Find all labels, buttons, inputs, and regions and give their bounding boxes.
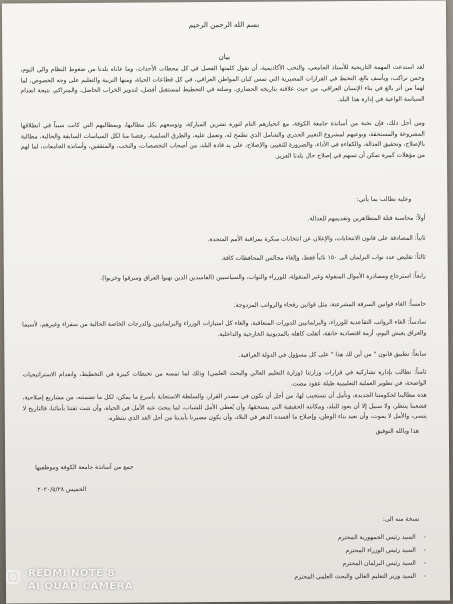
document-page [2, 0, 450, 603]
camera-watermark [6, 568, 166, 596]
watermark-device: REDMI NOTE 8 [28, 568, 115, 579]
demand-item: ثانياً: المصادقة على قانون الانتخابات، والإعلان عن انتخابات مبكرة بمراقبة الأمم المتحدة. [207, 234, 426, 244]
cc-recipient-label: السيد وزير التعليم العالي والبحث العلمي المحترم [294, 572, 416, 581]
demand-item: رابعاً: استرجاع ومصادرة الأموال المنقولة وغير المنقولة، للوزراء والنواب، والسياسيين (الفاسدين الذين نهبوا العراق وسرقوا وخربوا). [100, 272, 426, 282]
cc-recipient-label: السيد رئيس البرلمان المحترم [342, 559, 416, 568]
cc-recipient-label: السيد رئيس الجمهورية المحترم [337, 533, 416, 542]
demand-item: سابعاً: تطبيق قانون " من أين لك هذا " على كل مسؤول في الدولة العراقية. [238, 350, 427, 359]
position-paragraph: ومن أجل ذلك، فإن نخبة من أساتذة جامعة الكوفة، مع انحيازهم التام لثورة تشرين المباركة، وتوسعهم بكل مطالبها، وبمطالبهم التي كانت سبباً في انطلاقها المشروعة والمستحقة، وبوعيهم لمشروع التغيير الجذري والشامل الذي تطمح له، وتعمل عليه، والطرق السلمية، رفضنا منا لكل السياسات السابقة والحالية، مطالبة بالإصلاح، وتحقيق العدالة، والكفاءة في الأداء، والضرورة للتغيير، والإصلاح، على يد قادة البلد، من أصحاب التخصصات، والنخب، والمثقفين، وأساتذة الجامعات، لما لهم من مؤهلات كبيرة تمكن أن تسهم في إصلاح حال بلدنا العزيز. [20, 119, 426, 160]
demands-intro: وعليه نطالب بما يأتي: [356, 195, 412, 204]
demand-item: أولاً: محاسبة قتلة المتظاهرين وتقديمهم للعدالة. [307, 214, 426, 223]
demand-item: سادساً: الغاء الرواتب التقاعدية للوزراء، والبرلمانيين للدورات المتعاقبة، والغاء كل امتيازات الوزراء والبرلمانيين والدرجات الخاصة الحالية من سفراء وغيرهم، لأسيما والعراق يعيش اليوم، أزمة اقتصادية خانقة، أثقلت كاهله بالمديونية الخارجية والداخلية. [22, 318, 427, 338]
intro-paragraph: لقد استدعت المهمة التاريخية للأستاذ الجامعي، والنخب الأكاديمية، أن تقول كلمتها الفصل في كل محطات الأحداث، وما عاناه بلدنا من ضغوط النظام والي اليوم، وخمن تراكب، ويأسف بالغ، التخبط في القرارات المصيرية التي تمس كيان المواطن العراقي، في كل قطاعات الحياة، ومنها التربية والتعليم على وجه الخصوص، لما لهما من أثر بالغ في بناء الإنسان العراقي، من حيث علاقته بتاريخه الحضاري، وصلته في التخطيط لمستقبل أفضل، لتدوير الخراب الحاصل، والمتراكم، نتيجة انعدام السياسة الواعية في إدارة هذا البلد. [20, 63, 425, 103]
document-date: الخميس ٢٠٢٠/٥/٢٨ [37, 485, 87, 494]
closing-paragraph: هذه مطالبنا لحكومتنا الجديدة، ونأمل أن تستجيب لها، من أجل أن تكون في مصدر القرار، والسلطة الاستجابة بأسرع ما يمكن، لكل ما تضمنته، من مشاريع إصلاحية، فشعبنا ينتظر، ولا سبيل إلا أن يعود للبلد، ومكانته الحقيقية التي يستحقها، وأن يُعطى الأمل للشباب، لما يبحث عنه الأمل في الحياة، وأن نثبت ثقتنا بأبنائنا، فالتاريخ لا ينسى، والأمل لا يموت، وأن نعيد بناء الوطن، وإصلاح ما أفسده الدهر في البلاد، وأن يكون مصيرنا بأيدينا من أجل الغد الذي ننتظره. [22, 391, 427, 423]
demand-item: خامساً: الغاء قوانين السرقة المشرعنة، مثل قوانين رفحاء والرواتب المزدوجة. [233, 300, 427, 309]
camera-lens-icon [6, 570, 20, 584]
signoff: هذا وبالله التوفيق [375, 427, 419, 435]
demand-item: ثامناً: نطالب بإدارة تشاركية في قرارات وزارتنا (وزارة التعليم العالي والبحث العلمي) وذلك لما تمسه من تخبطات كبيرة في التخطيط، وانعدام الاستراتيجيات الواضحة، في تطوير العملية التعليمية طيلة عقود مضت. [22, 368, 427, 388]
list-dash: - [423, 572, 426, 580]
cc-title: نسخة منه الى: [382, 515, 420, 523]
list-dash: - [423, 559, 426, 567]
watermark-camera: AI QUAD CAMERA [28, 581, 134, 592]
sender-line: جمع من أساتذة جامعة الكوفة وموظفيها [35, 463, 134, 472]
demand-item: ثالثاً: تقليص عدد نواب البرلمان الى ١٥٠ نائباً فقط، وإلغاء مجالس المحافظات كافة. [220, 253, 426, 263]
cc-recipient-label: السيد رئيس الوزراء المحترم [345, 546, 416, 555]
cc-list [216, 533, 426, 586]
basmala: بسم الله الرحمن الرحيم [188, 20, 260, 30]
list-dash: - [423, 533, 426, 541]
document-title: بيان [218, 52, 230, 62]
cc-recipient [216, 572, 426, 586]
list-dash: - [423, 546, 426, 554]
